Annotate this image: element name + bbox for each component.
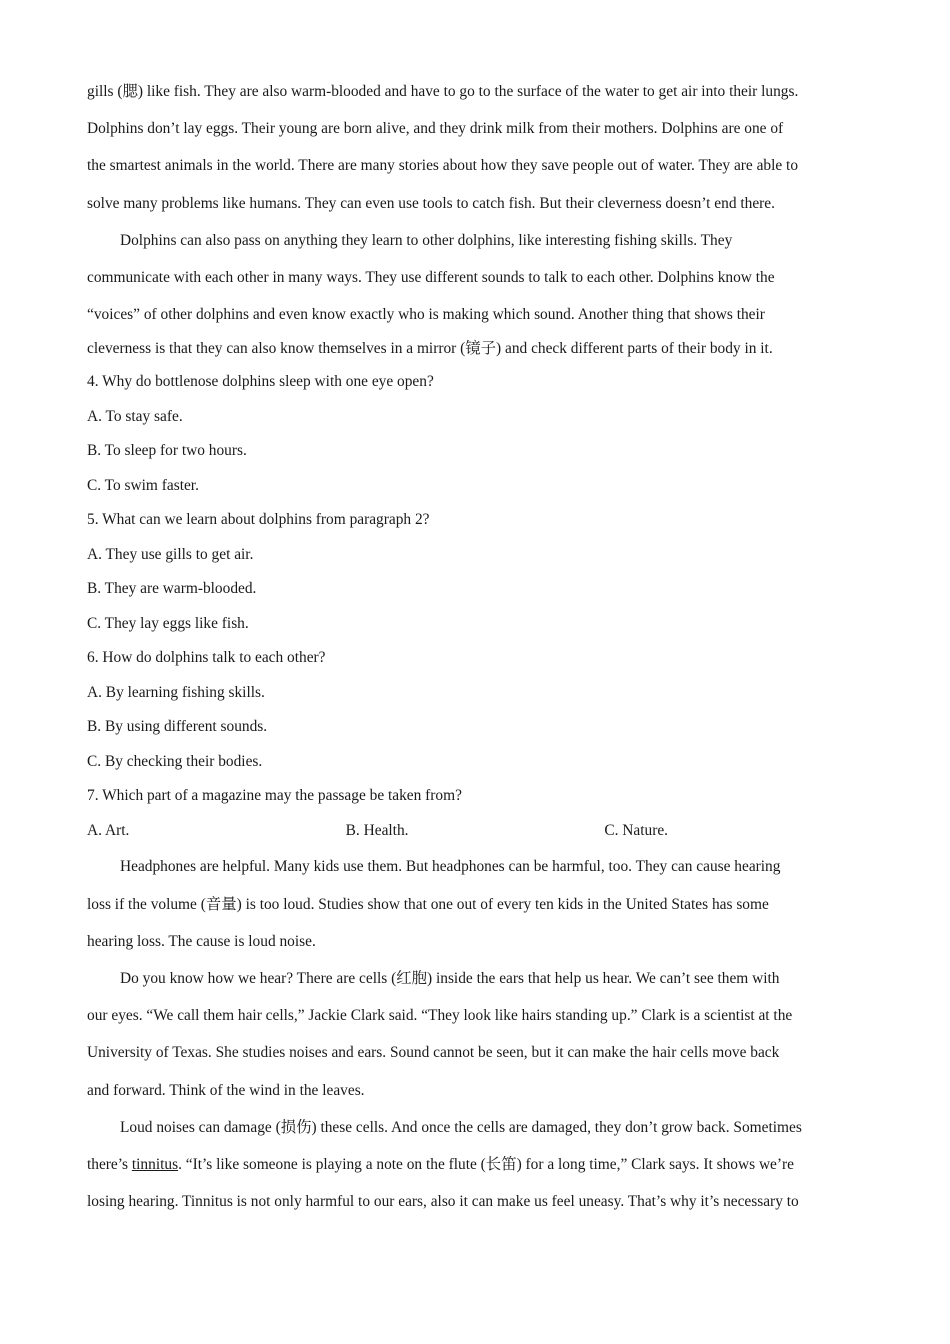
passage2-paragraph2: [87, 960, 863, 1109]
passage2-paragraph1: [87, 848, 863, 960]
text-line: Dolphins don’t lay eggs. Their young are born alive, and they drink milk from their mothers. Dolphins are one of: [87, 120, 784, 138]
text-line: [87, 1146, 863, 1183]
text-line: Dolphins can also pass on anything they learn to other dolphins, like interesting fishing skills. They: [120, 231, 733, 249]
text-line: solve many problems like humans. They can even use tools to catch fish. But their cleverness doesn’t end there.: [87, 194, 775, 212]
text-line: Do you know how we hear? There are cells (红胞) inside the ears that help us hear. We can’t see them with: [120, 970, 780, 988]
question-6: [87, 641, 863, 779]
text-line: communicate with each other in many ways. They use different sounds to talk to each other. Dolphins know the: [87, 269, 775, 287]
answer-option: C. By checking their bodies.: [87, 752, 263, 770]
answer-option: C. Nature.: [604, 821, 669, 839]
question-7: [87, 779, 863, 848]
text-line: our eyes. “We call them hair cells,” Jackie Clark said. “They look like hairs standing up.” Clark is a scientist at the: [87, 1007, 793, 1025]
text-line: gills (腮) like fish. They are also warm-blooded and have to go to the surface of the water to get air into their lungs.: [87, 83, 799, 100]
document-page: [87, 73, 863, 1220]
text-line: hearing loss. The cause is loud noise.: [87, 932, 316, 950]
question-5: [87, 503, 863, 641]
text-run: . “It’s like someone is playing a note on the flute (长笛) for a long time,” Clark says. It shows we’re: [178, 1156, 794, 1174]
answer-option: B. By using different sounds.: [87, 718, 268, 736]
question-stem: 4. Why do bottlenose dolphins sleep with one eye open?: [87, 373, 434, 391]
answer-option: B. Health.: [345, 821, 409, 839]
question-stem: 7. Which part of a magazine may the passage be taken from?: [87, 787, 462, 805]
passage1-paragraph2: [87, 73, 863, 222]
text-line: University of Texas. She studies noises and ears. Sound cannot be seen, but it can make the hair cells move back: [87, 1044, 780, 1062]
answer-option: A. Art.: [87, 821, 130, 839]
text-line: “voices” of other dolphins and even know exactly who is making which sound. Another thing that shows their: [87, 306, 765, 324]
text-run: there’s: [87, 1156, 132, 1174]
answer-option: A. By learning fishing skills.: [87, 683, 265, 701]
text-line: and forward. Think of the wind in the leaves.: [87, 1081, 365, 1099]
question-stem: 6. How do dolphins talk to each other?: [87, 649, 326, 667]
answer-option: B. To sleep for two hours.: [87, 442, 247, 460]
text-line: Headphones are helpful. Many kids use them. But headphones can be harmful, too. They can cause hearing: [120, 858, 781, 876]
text-line: Loud noises can damage (损伤) these cells. And once the cells are damaged, they don’t grow back. Sometimes: [120, 1118, 802, 1136]
question-stem: 5. What can we learn about dolphins from paragraph 2?: [87, 511, 430, 529]
answer-options-row: [87, 814, 863, 849]
underlined-word: tinnitus: [131, 1156, 179, 1174]
answer-option: A. To stay safe.: [87, 407, 183, 425]
answer-option: C. To swim faster.: [87, 476, 199, 494]
text-line: cleverness is that they can also know themselves in a mirror (镜子) and check different parts of their body in it.: [87, 340, 773, 358]
answer-option: A. They use gills to get air.: [87, 545, 254, 563]
text-line: loss if the volume (音量) is too loud. Studies show that one out of every ten kids in the United States has some: [87, 895, 769, 913]
answer-option: C. They lay eggs like fish.: [87, 614, 249, 632]
answer-option: B. They are warm-blooded.: [87, 580, 257, 598]
text-line: the smartest animals in the world. There are many stories about how they save people out of water. They are able to: [87, 157, 799, 175]
text-line: losing hearing. Tinnitus is not only harmful to our ears, also it can make us feel uneasy. That’s why it’s necessary to: [87, 1193, 799, 1211]
passage2-paragraph3: [87, 1109, 863, 1221]
passage1-paragraph3: [87, 222, 863, 366]
question-4: [87, 365, 863, 503]
